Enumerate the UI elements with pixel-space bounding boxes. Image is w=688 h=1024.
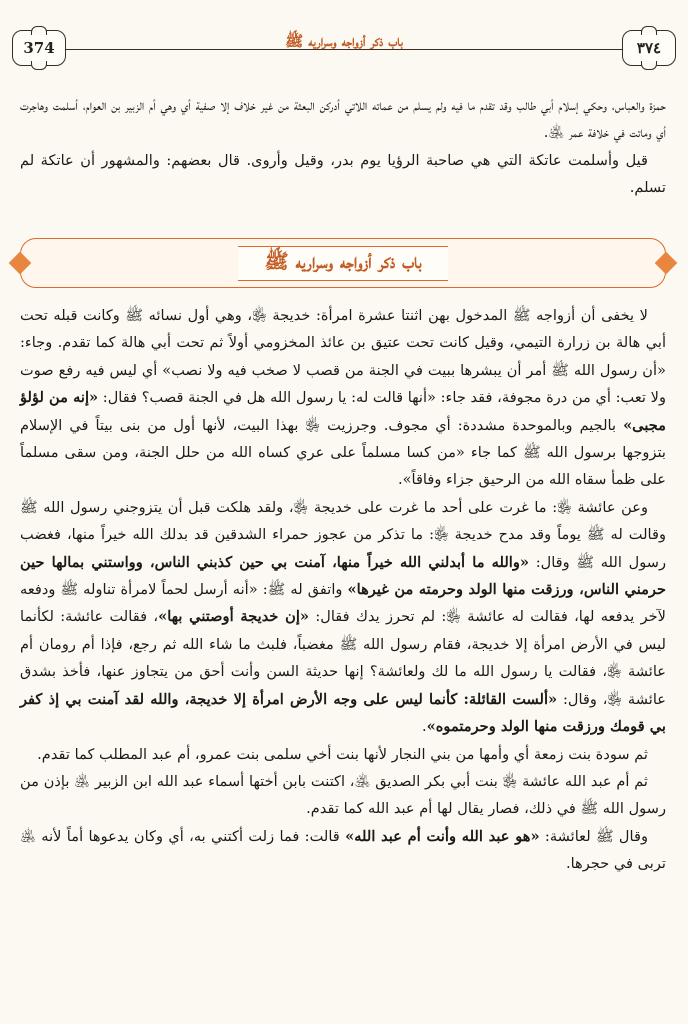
text-run: وعن عائشة ﵂: ما غرت على أحد ما غرت على خديجة ﵂، ولقد هلكت قبل أن يتزوجني رسول الله ﷺ وقالت له ﷺ يوماً وقد مدح خديجة ﵂: ما تذكر من عجوز حمراء الشدقين قد بدلك الله خيراً منها، فغضب رسول الله ﷺ وقال: xyxy=(20,498,667,571)
quote-bold: «ألست القائلة: كأنما ليس على وجه الأرض امرأة إلا خديجة، والله لقد آمنت بي إذ كفر بي قومك ورزقت منها الولد وحرمتموه» xyxy=(20,690,666,736)
text-run: . xyxy=(422,718,427,736)
page-number-arabic: ٣٧٤ xyxy=(622,30,676,66)
section-banner xyxy=(20,238,666,288)
running-title: باب ذكر أزواجه وسراريه ﷺ xyxy=(285,32,403,50)
section-title: باب ذكر أزواجه وسراريه ﷺ xyxy=(238,246,447,281)
text-run: وقال ﷺ لعائشة: xyxy=(539,827,649,845)
paragraph-aisha: ثم أم عبد الله عائشة ﵂ بنت أبي بكر الصديق ﵁، اكتنت بابن أختها أسماء عبد الله ابن الزبير ﵁ بإذن من رسول الله ﷺ في ذلك، فصار يقال لها أم عبد الله كما تقدم. xyxy=(20,772,666,818)
text-run: لا يخفى أن أزواجه ﷺ المدخول بهن اثنتا عشرة امرأة: خديجة ﵂، وهي أول نسائه ﷺ وكانت قبله تحت أبي هالة بن زرارة التيمي، وقيل كانت تحت عتيق بن عائذ المخزومي أولاً ثم تحت أبي هالة كما تقدم. وجاء: «أن رسول الله ﷺ أمر أن يبشرها ببيت في الجنة من قصب لا صخب فيه ولا نصب» أي ليس فيه رفع صوت ولا تعب: أي من درة مجوفة، فقد جاء: «أنها قالت له: يا رسول الله هل في الجنة قصب؟ فقال: xyxy=(20,307,666,407)
text-run: ، فقالت عائشة: لكأنما ليس في الأرض امرأة إلا خديجة، فقام رسول الله ﷺ مغضباً، فلبث ما شاء الله ثم رجع، فإذا أم رومان أم عائشة ﵂، فقالت يا رسول الله ما لك ولعائشة؟ إنها حديثة السن وأنت أحق من يتجاوز عنها، فأخذ بشدق عائشة ﵂، وقال: xyxy=(20,608,666,708)
intro-text xyxy=(20,92,666,202)
page-number-latin: 374 xyxy=(12,30,66,66)
text-run: واتفق له ﷺ: «أنه أرسل لحماً لامرأة تناوله ﷺ ودفعه لآخر يدفعه لها، فقالت له عائشة ﵂: لم تحرز يدك فقال: xyxy=(20,581,666,626)
text-run: قالت: فما زلت أكتني به، أي وكان يدعوها أماً لأنه ﵁ تربى في حجرها. xyxy=(20,827,666,873)
paragraph-khadija xyxy=(20,302,666,494)
paragraph-umm-abdullah xyxy=(20,823,666,878)
paragraph-aisha-jealousy xyxy=(20,494,666,741)
quote-bold: «إن خديجة أوصتني بها» xyxy=(158,608,310,626)
intro-paragraph-1: حمزة والعباس، وحكي إسلام أبي طالب وقد تقدم ما فيه ولم يسلم من عماته اللاتي أدركن البعثة من غير خلاف إلا صفية أي وهي أم الزبير بن العوام، أسلمت وهاجرت أي وماتت في خلافة عمر ﵁. xyxy=(20,97,666,142)
main-text xyxy=(20,302,666,878)
paragraph-sawda: ثم سودة بنت زمعة أي وأمها من بني النجار لأنها بنت أخي سلمى بنت عمرو، أم عبد المطلب كما تقدم. xyxy=(37,745,648,763)
quote-bold: «والله ما أبدلني الله خيراً منها، آمنت بي حين كذبني الناس، وواستني بمالها حين حرمني الناس، ورزقت منها الولد وحرمته من غيرها» xyxy=(20,553,666,599)
text-run: بالجيم وبالموحدة مشددة: أي مجوف. وجرزيت ﵂ بهذا البيت، لأنها أول من بنى بيتاً في الإسلام بتزوجها برسول الله ﷺ كما جاء «من كسا مسلماً على عري كساه الله من حلل الجنة، ومن سقى مسلماً على ظمأ سقاه الله من الرحيق جزاء وفاقاً». xyxy=(20,416,666,489)
intro-paragraph-2: قيل وأسلمت عاتكة التي هي صاحبة الرؤيا يوم بدر، وقيل وأروى. قال بعضهم: والمشهور أن عاتكة لم تسلم. xyxy=(20,151,666,197)
quote-bold: «إنه من لؤلؤ مجبى» xyxy=(20,389,666,434)
page-header xyxy=(8,14,680,64)
quote-bold: «هو عبد الله وأنت أم عبد الله» xyxy=(345,827,540,845)
